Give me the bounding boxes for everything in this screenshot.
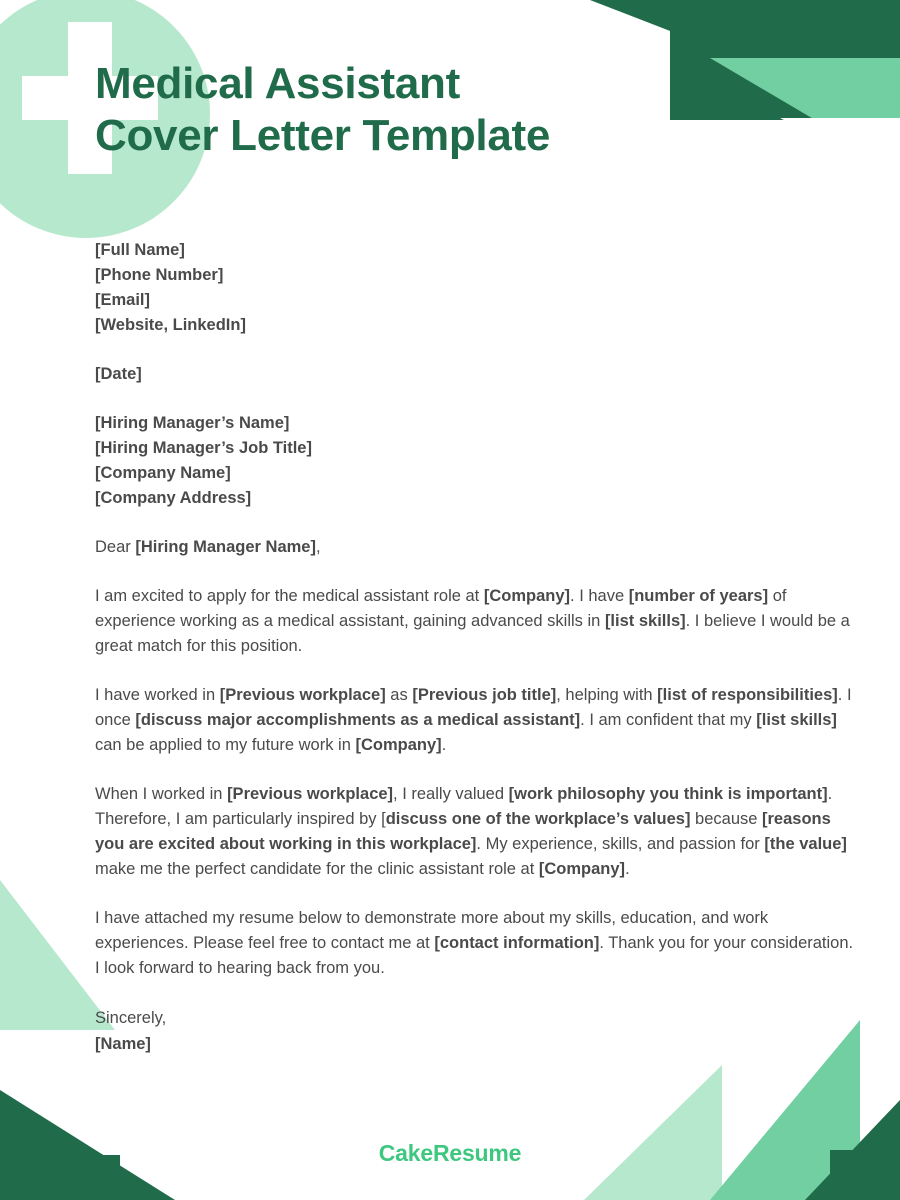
title-line-1: Medical Assistant [95, 59, 460, 108]
p3-text-1: When I worked in [95, 785, 228, 803]
p3-placeholder-values: discuss one of the workplace’s values] [385, 810, 691, 828]
p2-placeholder-jobtitle: [Previous job title] [412, 686, 557, 704]
paragraph-4 [95, 906, 855, 981]
title-line-2: Cover Letter Template [95, 111, 551, 160]
p1-placeholder-skills: [list skills] [604, 612, 686, 630]
p1-placeholder-years: [number of years] [628, 587, 769, 605]
p3-text-5: . My experience, skills, and passion for [476, 835, 765, 853]
paragraph-2 [95, 683, 855, 758]
sender-full-name: [Full Name] [95, 241, 185, 259]
date-block [95, 362, 855, 387]
p2-text-6: can be applied to my future work in [95, 736, 356, 754]
recipient-company-address: [Company Address] [95, 489, 252, 507]
p2-placeholder-skills: [list skills] [756, 711, 837, 729]
p2-text-3: , helping with [556, 686, 658, 704]
p3-text-6: make me the perfect candidate for the clinic assistant role at [95, 860, 539, 878]
page-title [95, 58, 550, 162]
salutation [95, 535, 855, 560]
p3-text-2: , I really valued [393, 785, 509, 803]
p3-placeholder-workplace: [Previous workplace] [227, 785, 394, 803]
p1-placeholder-company: [Company] [483, 587, 571, 605]
recipient-manager-name: [Hiring Manager’s Name] [95, 414, 290, 432]
p3-placeholder-value: [the value] [764, 835, 847, 853]
paragraph-3 [95, 782, 855, 882]
p1-text-4: . I believe I would be a great match for this position. [95, 612, 850, 655]
sender-website: [Website, LinkedIn] [95, 316, 246, 334]
brand-part-2: Resume [432, 1140, 522, 1166]
p2-placeholder-company: [Company] [355, 736, 442, 754]
p2-text-5: . I am confident that my [580, 711, 757, 729]
salutation-placeholder: [Hiring Manager Name] [135, 538, 316, 556]
p2-placeholder-accomplishments: [discuss major accomplishments as a medical assistant] [135, 711, 581, 729]
paragraph-1 [95, 584, 855, 659]
letter-date: [Date] [95, 365, 142, 383]
p2-text-7: . [441, 736, 447, 754]
p3-placeholder-reasons: [reasons you are excited about working in this workplace] [95, 810, 831, 853]
sender-phone: [Phone Number] [95, 266, 224, 284]
p2-text-1: I have worked in [95, 686, 220, 704]
recipient-company-name: [Company Name] [95, 464, 231, 482]
salutation-suffix: , [315, 538, 321, 556]
p3-text-7: . [625, 860, 630, 878]
letter-body [95, 238, 855, 1081]
recipient-details [95, 411, 855, 511]
p3-placeholder-company: [Company] [538, 860, 626, 878]
p2-text-4: . I once [95, 686, 852, 729]
closing-block [95, 1005, 855, 1057]
p4-text-1: I have attached my resume below to demonstrate more about my skills, education, and work experiences. Please feel free to contact me at [95, 909, 769, 952]
closing-sincerely: Sincerely, [95, 1009, 167, 1027]
p2-placeholder-responsibilities: [list of responsibilities] [657, 686, 838, 704]
p3-placeholder-philosophy: [work philosophy you think is important] [508, 785, 828, 803]
p1-text-2: . I have [570, 587, 629, 605]
salutation-prefix: Dear [95, 538, 136, 556]
recipient-manager-title: [Hiring Manager’s Job Title] [95, 439, 312, 457]
closing-name: [Name] [95, 1035, 151, 1053]
sender-details [95, 238, 855, 338]
p2-placeholder-workplace: [Previous workplace] [219, 686, 386, 704]
p4-text-2: . Thank you for your consideration. I look forward to hearing back from you. [95, 934, 854, 977]
p3-text-4: because [690, 810, 763, 828]
top-right-white-triangle [780, 118, 900, 180]
footer [0, 1140, 900, 1167]
p1-text-1: I am excited to apply for the medical assistant role at [95, 587, 484, 605]
p4-placeholder-contact: [contact information] [434, 934, 600, 952]
brand-logo [379, 1140, 521, 1166]
p3-text-3: . Therefore, I am particularly inspired by [ [95, 785, 833, 828]
sender-email: [Email] [95, 291, 151, 309]
p1-text-3: of experience working as a medical assistant, gaining advanced skills in [95, 587, 787, 630]
bottom-right-light-mint-triangle [584, 1065, 722, 1200]
p2-text-2: as [385, 686, 413, 704]
brand-part-1: Cake [378, 1140, 433, 1166]
